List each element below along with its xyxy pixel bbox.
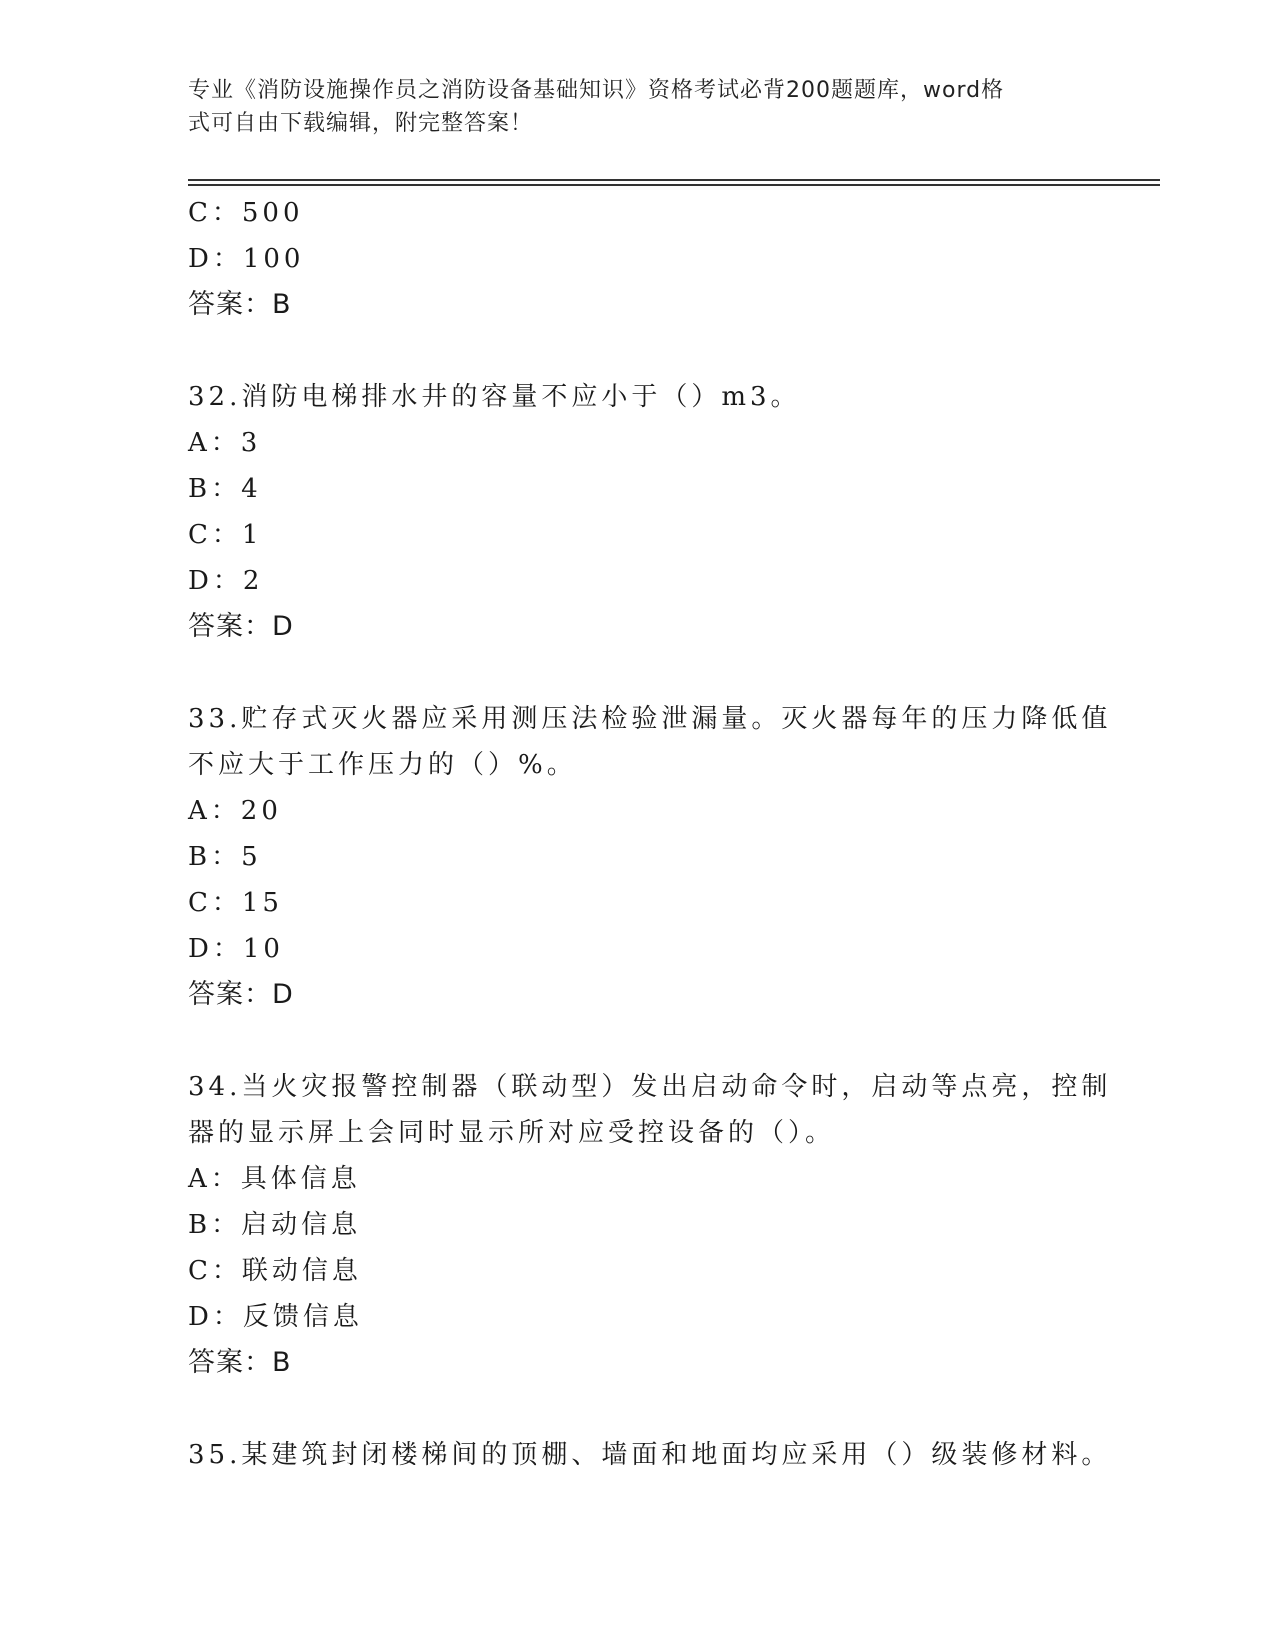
document-header xyxy=(188,74,1068,140)
option-c: C：1 xyxy=(188,520,263,550)
option-d: D：100 xyxy=(188,244,305,274)
header-line-2: 式可自由下载编辑，附完整答案！ xyxy=(188,111,534,136)
option-a: A：具体信息 xyxy=(188,1164,361,1194)
question-33 xyxy=(188,696,1112,1018)
option-c: C：500 xyxy=(188,198,304,228)
option-b: B：启动信息 xyxy=(188,1210,362,1240)
question-35 xyxy=(188,1432,1112,1478)
header-divider-bottom xyxy=(188,184,1160,186)
option-c: C：15 xyxy=(188,888,283,918)
option-a: A：20 xyxy=(188,796,282,826)
header-line-1: 专业《消防设施操作员之消防设备基础知识》资格考试必背200题题库，word格 xyxy=(188,78,1005,103)
question-32 xyxy=(188,374,1088,650)
question-list xyxy=(188,190,1112,1478)
answer-line: 答案：B xyxy=(188,289,292,320)
question-31-tail xyxy=(188,190,1088,328)
header-divider-top xyxy=(188,179,1160,181)
option-d: D：2 xyxy=(188,566,264,596)
question-stem-line-1: 34.当火灾报警控制器（联动型）发出启动命令时，启动等点亮，控制 xyxy=(188,1072,1112,1102)
question-stem: 35.某建筑封闭楼梯间的顶棚、墙面和地面均应采用（）级装修材料。 xyxy=(188,1440,1112,1470)
answer-line: 答案：D xyxy=(188,611,294,642)
question-stem-line-2: 不应大于工作压力的（）%。 xyxy=(188,750,577,780)
option-d: D：10 xyxy=(188,934,284,964)
option-d: D：反馈信息 xyxy=(188,1302,363,1332)
question-stem: 32.消防电梯排水井的容量不应小于（）m3。 xyxy=(188,382,801,412)
question-stem-line-1: 33.贮存式灭火器应采用测压法检验泄漏量。灭火器每年的压力降低值 xyxy=(188,704,1112,734)
answer-line: 答案：B xyxy=(188,1347,292,1378)
option-c: C：联动信息 xyxy=(188,1256,362,1286)
answer-line: 答案：D xyxy=(188,979,294,1010)
question-34 xyxy=(188,1064,1112,1386)
option-b: B：5 xyxy=(188,842,262,872)
spacer xyxy=(188,650,1088,696)
spacer xyxy=(188,328,1088,374)
option-a: A：3 xyxy=(188,428,262,458)
question-stem-line-2: 器的显示屏上会同时显示所对应受控设备的（）。 xyxy=(188,1118,836,1148)
spacer xyxy=(188,1018,1088,1064)
spacer xyxy=(188,1386,1088,1432)
option-b: B：4 xyxy=(188,474,262,504)
